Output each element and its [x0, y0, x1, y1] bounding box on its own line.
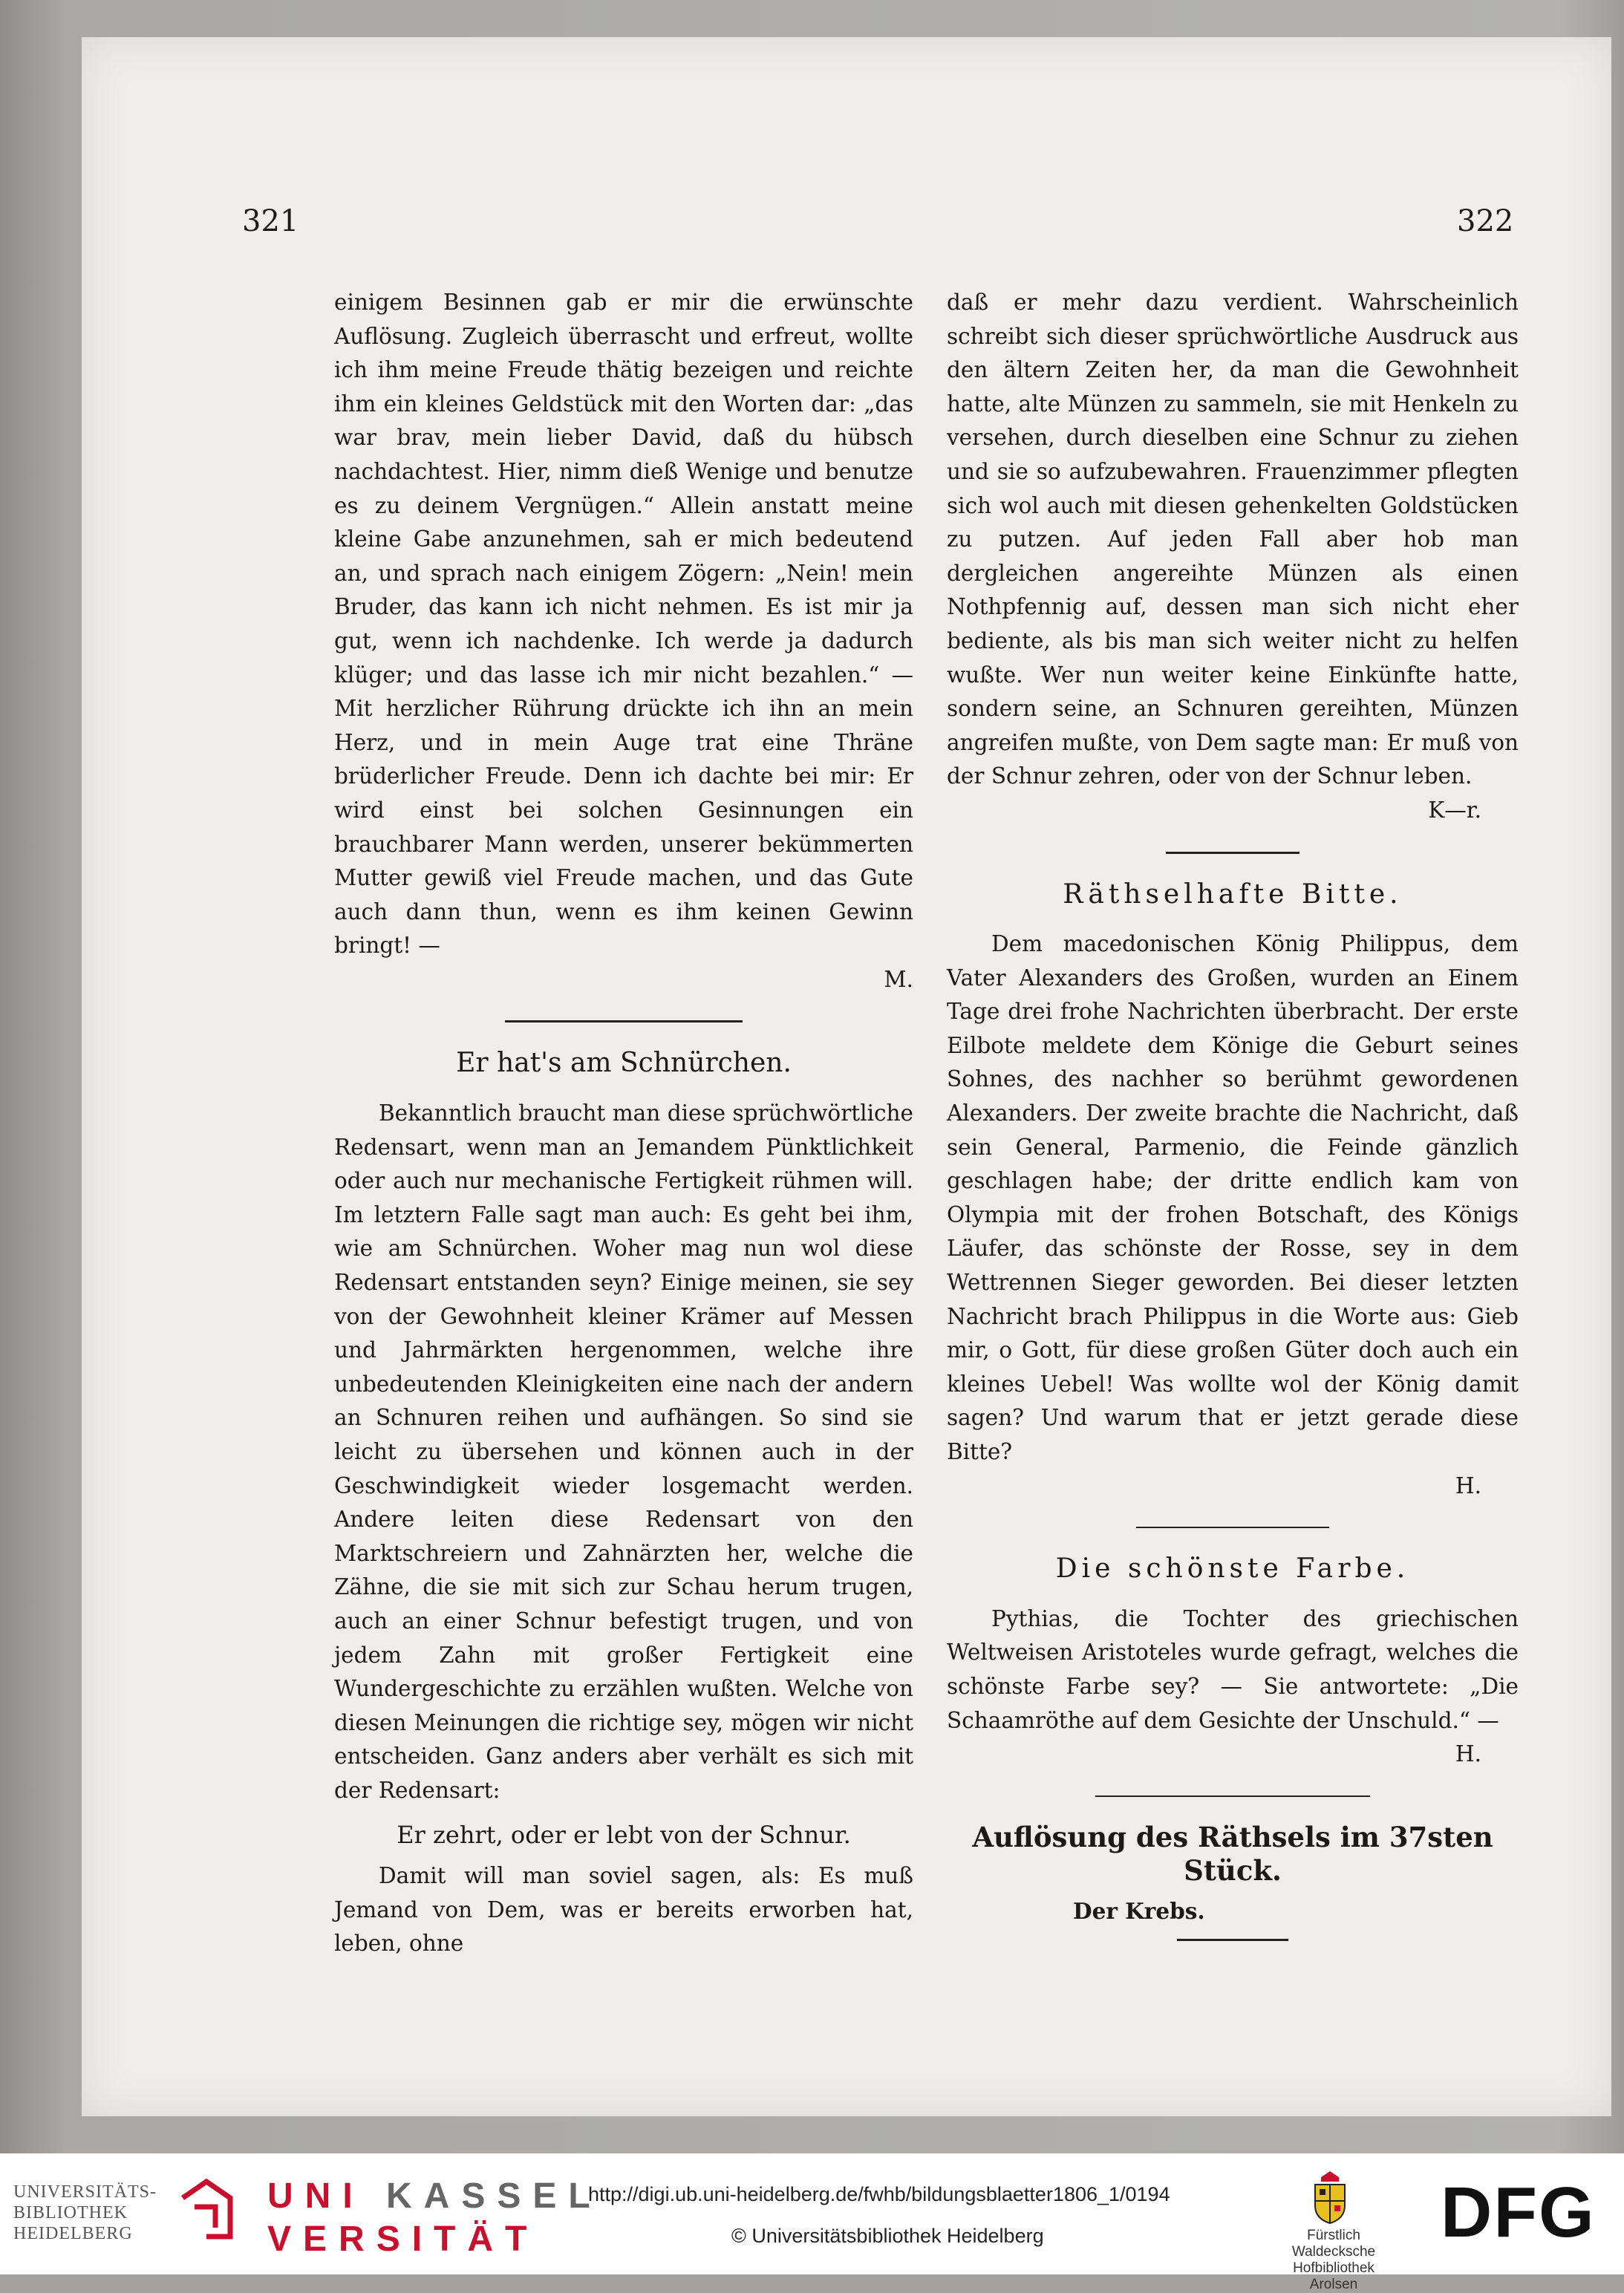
article-title: Er hat's am Schnürchen.: [456, 1048, 792, 1079]
arolsen-library-name: Fürstlich Waldecksche Hofbibliothek Arolsen: [1291, 2228, 1376, 2292]
section-divider: [1136, 1527, 1329, 1528]
intro-paragraph: einigem Besinnen gab er mir die erwünschte Auflösung. Zugleich überrascht und erfreut, wollte ich ihm meine Freude thätig bezeigen und reichte ihm ein kleines Geldstück mit den Worten dar: „das war brav, mein lieber David, daß du hübsch nachdachtest. Hier, nimm dieß Wenige und benutze es zu deinem Vergnügen.“ Allein anstatt meine kleine Gabe anzunehmen, sah er mich bedeutend an, und sprach nach einigem Zögern: „Nein! mein Bruder, das kann ich nicht nehmen. Es ist mir ja gut, wenn ich nachdenke. Ich werde ja dadurch klüger; und das lasse ich mir nicht bezahlen.“ — Mit herzlicher Rührung drückte ich ihn an mein Herz, und in mein Auge trat eine Thräne brüderlicher Freude. Denn ich dachte bei mir: Er wird einst bei solchen Gesinnungen ein brauchbarer Mann werden, unserer bekümmerten Mutter gewiß viel Freude machen, und das Gute auch dann thun, wenn es ihm keinen Gewinn bringt! —: [334, 290, 913, 959]
source-url-link[interactable]: http://digi.ub.uni-heidelberg.de/fwhb/bildungsblaetter1806_1/0194: [588, 2183, 1170, 2205]
article-paragraph: Bekanntlich braucht man diese sprüchwörtliche Redensart, wenn man an Jemandem Pünktlichkeit oder auch nur mechanische Fertigkeit rühmen will. Im letztern Falle sagt man auch: Es geht bei ihm, wie am Schnürchen. Woher mag nun wol diese Redensart entstanden seyn? Einige meinen, sie sey von der Gewohnheit kleiner Krämer auf Messen und Jahrmärkten hergenommen, welche ihre unbedeutenden Kleinigkeiten eine nach der andern an Schnuren reihen und aufhängen. So sind sie leicht zu übersehen und können auch in der Geschwindigkeit wieder losgemacht werden. Andere leiten diese Redensart von den Marktschreiern und Zahnärzten her, welche die Zähne, die sie mit sich zur Schau herum trugen, auch an einer Schnur befestigt trugen, und von jedem Zahn mit großer Fertigkeit eine Wundergeschichte zu erzählen wußten. Welche von diesen Meinungen die richtige sey, mögen wir nicht entscheiden. Ganz anders aber verhält es sich mit der Redensart:: [334, 1100, 913, 1803]
dfg-logo: DFG: [1441, 2173, 1596, 2252]
continuation-signature: K—r.: [1428, 797, 1481, 823]
kassel-logo-bottom: VERSITÄT: [267, 2219, 539, 2259]
saying-line: Er zehrt, oder er lebt von der Schnur.: [397, 1820, 851, 1849]
colour-title: Die schönste Farbe.: [1055, 1553, 1410, 1585]
colour-signature: H.: [1455, 1741, 1481, 1767]
article-continuation: Damit will man soviel sagen, als: Es muß Jemand von Dem, was er bereits erworben hat, leben, ohne: [334, 1863, 913, 1957]
copyright-notice: © Universitätsbibliothek Heidelberg: [731, 2225, 1044, 2247]
right-continuation-paragraph: daß er mehr dazu verdient. Wahrscheinlich schreibt sich dieser sprüchwörtliche Ausdruck aus den ältern Zeiten her, da man die Gewohnheit hatte, alte Münzen zu sammeln, sie mit Henkeln zu versehen, durch dieselben eine Schnur zu ziehen und sie so aufzubewahren. Frauenzimmer pflegten sich wol auch mit diesen gehenkelten Goldstücken zu putzen. Auf jeden Fall aber hob man dergleichen angereihte Münzen als einen Nothpfennig auf, dessen man sich nicht eher bediente, als bis man sich weiter nicht zu helfen wußte. Wer nun weiter keine Einkünfte hatte, sondern seine, an Schnuren gereihten, Münzen angreifen mußte, von Dem sagte man: Er muß von der Schnur zehren, oder von der Schnur leben.: [947, 290, 1519, 789]
solution-answer: Der Krebs.: [1073, 1897, 1205, 1924]
colour-paragraph: Pythias, die Tochter des griechischen Weltweisen Aristoteles wurde gefragt, welches die schönste Farbe sey? — Sie antwortete: „Die Schaamröthe auf dem Gesichte der Unschuld.“ —: [947, 1605, 1519, 1733]
heidelberg-library-name: UNIVERSITÄTS- BIBLIOTHEK HEIDELBERG: [13, 2182, 157, 2243]
kassel-logo-top: UNI KASSEL: [267, 2176, 602, 2216]
heidelberg-logo-icon: [177, 2176, 235, 2243]
riddle-signature: H.: [1455, 1472, 1481, 1498]
arolsen-crest-icon: [1311, 2170, 1349, 2225]
right-column: [947, 286, 1519, 1965]
riddle-title: Räthselhafte Bitte.: [1063, 878, 1403, 910]
solution-title: Auflösung des Räthsels im 37sten Stück.: [972, 1820, 1493, 1888]
intro-signature: M.: [884, 966, 913, 992]
section-divider: [1166, 852, 1299, 854]
footer-bar: [0, 2153, 1624, 2292]
section-divider: [505, 1020, 743, 1022]
left-column: [334, 286, 913, 1961]
section-divider: [1177, 1939, 1288, 1941]
page-number-right: 322: [1457, 204, 1514, 238]
section-divider: [1095, 1795, 1370, 1797]
page-number-left: 321: [242, 204, 299, 238]
riddle-paragraph: Dem macedonischen König Philippus, dem Vater Alexanders des Großen, wurden an Einem Tage drei frohe Nachrichten überbracht. Der erste Eilbote meldete dem Könige die Geburt seines Sohnes, des nachher so berühmt gewordenen Alexanders. Der zweite brachte die Nachricht, daß sein General, Parmenio, die Feinde gänzlich geschlagen habe; der dritte endlich kam von Olympia mit der frohen Botschaft, des Königs Läufer, das schönste der Rosse, sey in dem Wettrennen Sieger geworden. Bei dieser letzten Nachricht brach Philippus in die Worte aus: Gieb mir, o Gott, für diese großen Güter doch auch ein kleines Uebel! Was wollte wol der König damit sagen? Und warum that er jetzt gerade diese Bitte?: [947, 931, 1519, 1464]
